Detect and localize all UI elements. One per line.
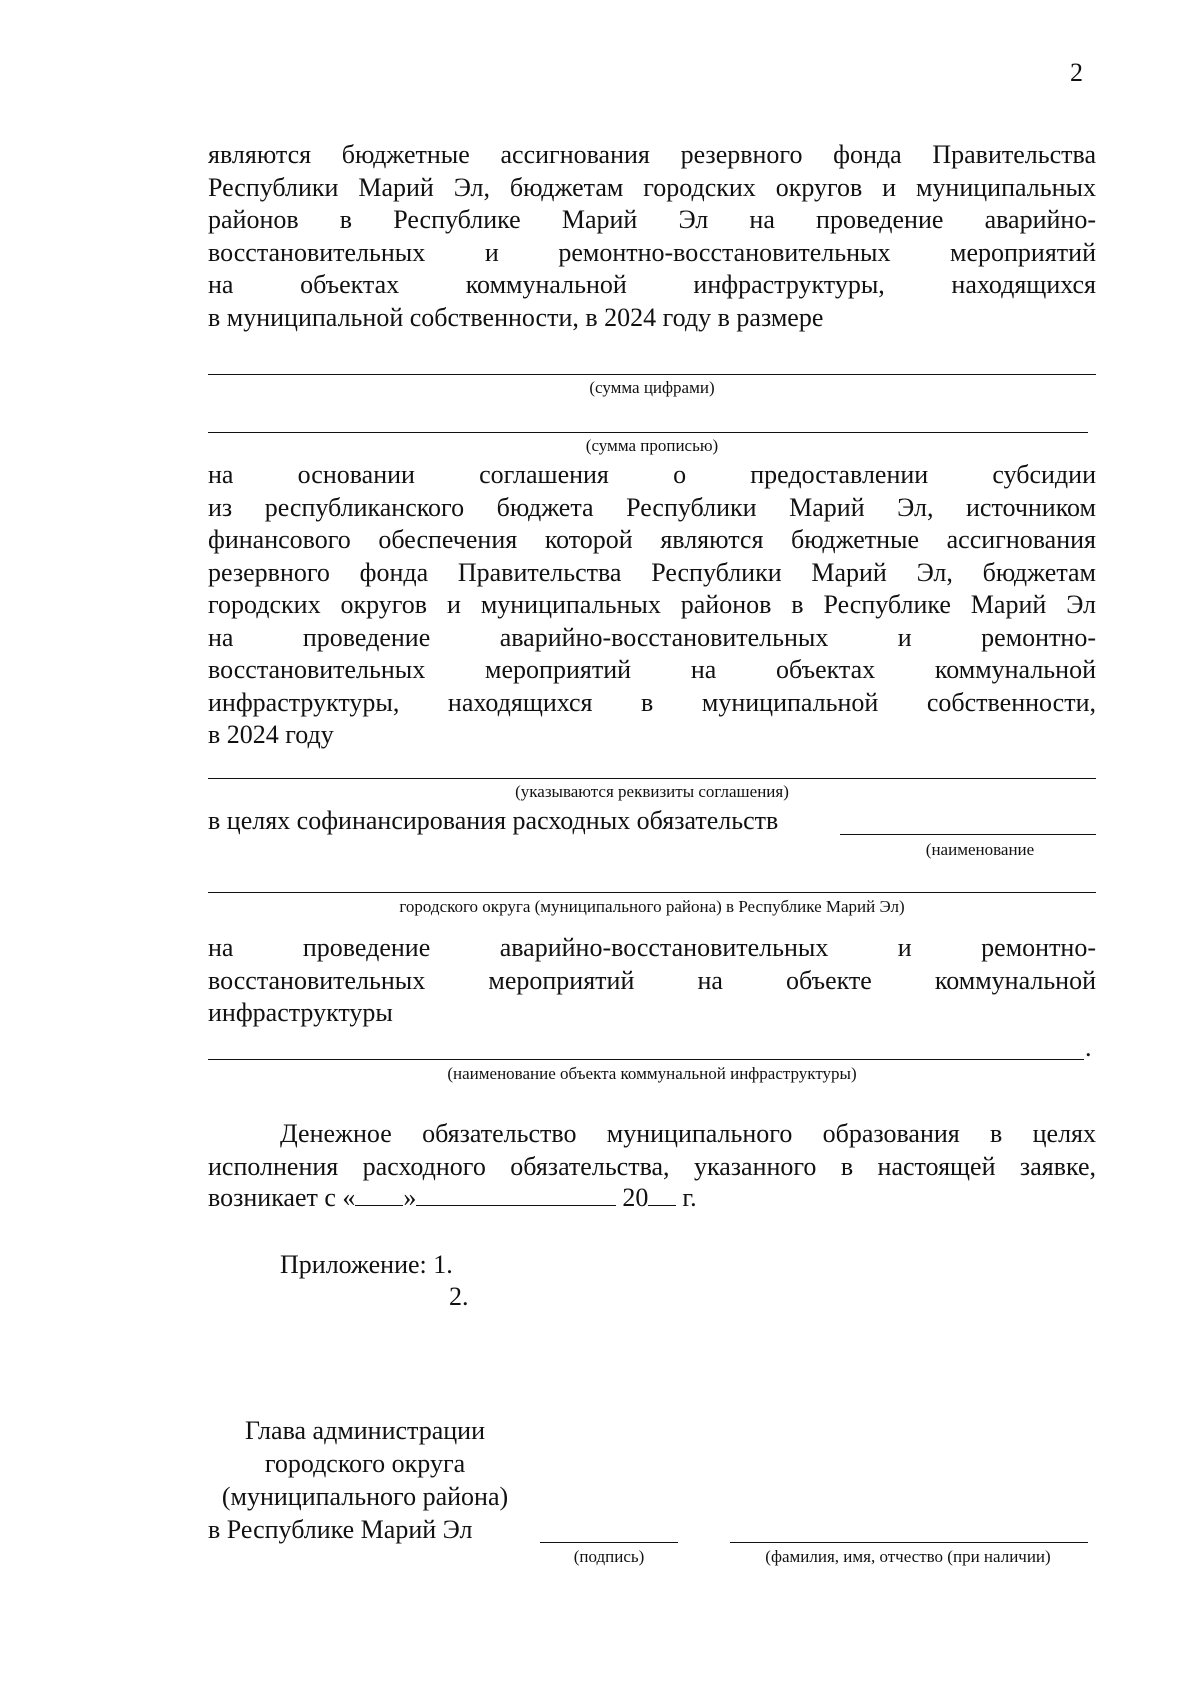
date-day-field[interactable] [355,1183,403,1206]
signature-field[interactable] [540,1542,678,1543]
appendix-item: 2. [449,1282,469,1311]
text-line: финансового обеспечения которой являются бюджетные ассигнования [208,525,1096,554]
quote-close: » [403,1183,417,1212]
signer-line: Глава администрации [244,1416,486,1445]
text-line: инфраструктуры, находящихся в муниципальной собственности, [208,687,1096,717]
appendix-item: 1. [433,1250,453,1279]
agreement-details-field[interactable] [208,778,1096,779]
text-line: восстановительных мероприятий на объектах коммунальной [208,655,1096,684]
appendix-label [280,1249,453,1281]
text-line: резервного фонда Правительства Республики Марий Эл, бюджетам [208,557,1096,587]
date-month-field[interactable] [416,1183,616,1206]
obligation-date-line [208,1182,697,1214]
period: . [1085,1033,1092,1062]
caption-object: (наименование объекта коммунальной инфраструктуры) [447,1064,857,1083]
text-line: восстановительных мероприятий на объекте коммунальной [208,965,1096,995]
fullname-field[interactable] [730,1542,1088,1543]
paragraph-restoration-works [208,932,1096,1030]
text-line: Денежное обязательство муниципального образования в целях [280,1119,1096,1148]
year-suffix: г. [682,1183,697,1212]
paragraph-budget-allocations [208,139,1096,334]
object-name-field[interactable] [208,1059,1084,1060]
text-line: инфраструктуры [208,998,393,1027]
text-line: на проведение аварийно-восстановительных и ремонтно- [208,933,1096,962]
paragraph-monetary-obligation [208,1118,1096,1183]
caption-agreement: (указываются реквизиты соглашения) [515,782,789,801]
text-line: являются бюджетные ассигнования резервного фонда Правительства [208,140,1096,169]
text-line: исполнения расходного обязательства, указанного в настоящей заявке, [208,1151,1096,1181]
year-prefix: 20 [622,1183,649,1212]
cofinancing-text: в целях софинансирования расходных обязательств [208,806,779,835]
signer-line: (муниципального района) [221,1482,509,1511]
paragraph-agreement-basis [208,459,1096,752]
text-line: на основании соглашения о предоставлении субсидии [208,460,1096,489]
signer-title [208,1414,522,1546]
sum-words-field[interactable] [208,432,1088,433]
caption-municipality: городского округа (муниципального района) в Республике Марий Эл) [399,897,905,916]
text-line: городских округов и муниципальных районов в Республике Марий Эл [208,590,1096,619]
text-line: в 2024 году [208,720,334,749]
caption-sum-digits: (сумма цифрами) [589,378,715,397]
text-line: восстановительных и ремонтно-восстановительных мероприятий [208,237,1096,267]
caption-sum-words: (сумма прописью) [585,436,719,455]
municipality-name-field-continued[interactable] [208,892,1096,893]
sum-digits-field[interactable] [208,374,1096,375]
caption-signature: (подпись) [573,1547,645,1566]
signer-line: городского округа [264,1449,466,1478]
caption-fullname: (фамилия, имя, отчество (при наличии) [765,1547,1051,1566]
appendix-label-text: Приложение: [280,1250,427,1279]
page-number: 2 [1070,58,1083,87]
text-line: на объектах коммунальной инфраструктуры, находящихся [208,270,1096,299]
caption-name: (наименование [925,840,1035,859]
text-line: районов в Республике Марий Эл на проведение аварийно- [208,205,1096,234]
text-line: из республиканского бюджета Республики Марий Эл, источником [208,492,1096,522]
date-year-field[interactable] [648,1183,676,1206]
text-line: Республики Марий Эл, бюджетам городских округов и муниципальных [208,172,1096,202]
signer-line: в Республике Марий Эл [208,1515,473,1544]
arises-prefix: возникает с « [208,1183,356,1212]
text-line: в муниципальной собственности, в 2024 году в размере [208,302,824,332]
text-line: на проведение аварийно-восстановительных и ремонтно- [208,622,1096,652]
municipality-name-field[interactable] [840,834,1096,835]
